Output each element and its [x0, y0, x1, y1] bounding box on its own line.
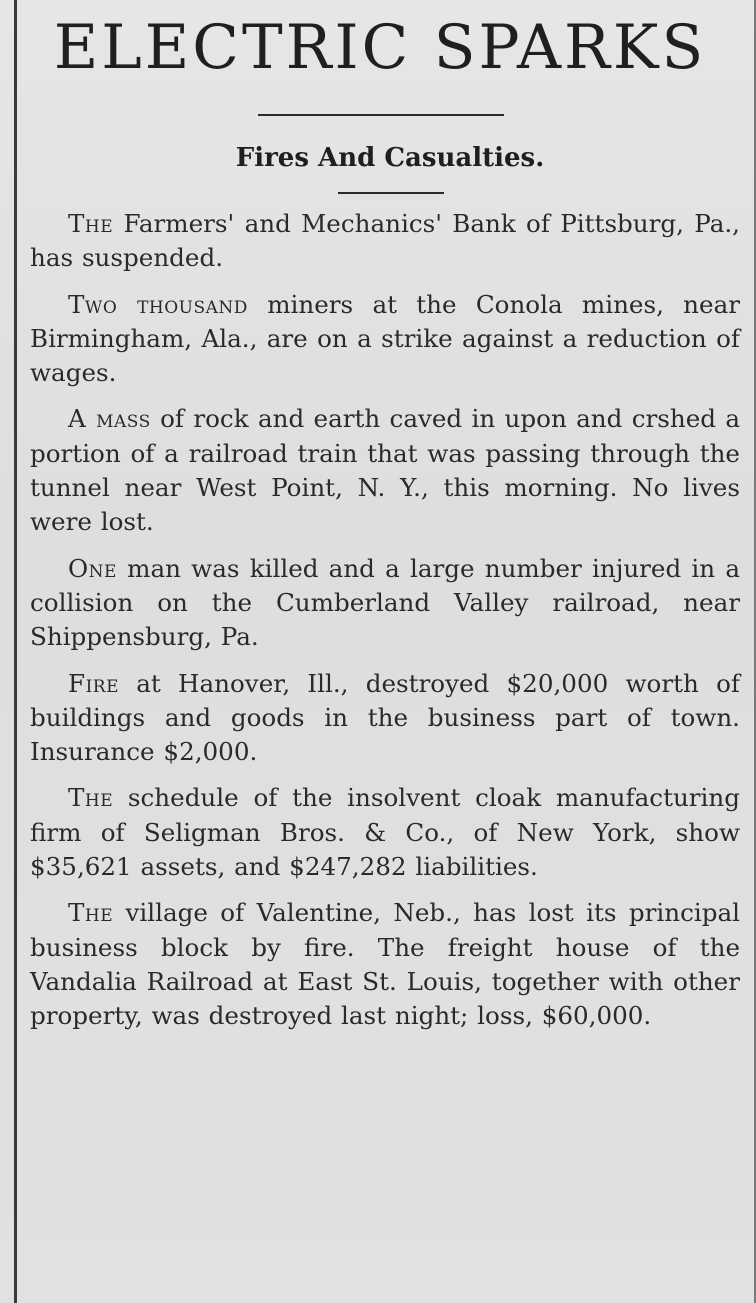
- news-item-lead: Two thousand: [68, 289, 248, 319]
- news-item-valentine-fire: [30, 896, 740, 1033]
- news-item-text: miners at the Conola mines, near Birmingham, Ala., are on a strike against a reduction of wages.: [30, 289, 740, 388]
- news-item-lead: The: [68, 209, 114, 238]
- news-item-text: of rock and earth caved in upon and crshed a portion of a railroad train that was passing through the tunnel near West Point, N. Y., this morning. No lives were lost.: [30, 404, 740, 537]
- news-item-lead: Fire: [68, 668, 119, 698]
- news-item-tunnel-cave-in: [30, 402, 740, 539]
- news-item-bank: [30, 207, 740, 276]
- subheadline-divider: [338, 192, 444, 194]
- news-item-lead: One: [68, 553, 117, 583]
- news-item-miners-strike: [30, 288, 740, 391]
- news-item-text: schedule of the insolvent cloak manufacturing firm of Seligman Bros. & Co., of New York, show $35,621 assets, and $247,282 liabilities.: [30, 783, 740, 882]
- news-item-lead: The: [68, 898, 114, 928]
- headline-divider: [258, 114, 504, 116]
- news-item-text: at Hanover, Ill., destroyed $20,000 worth of buildings and goods in the business part of town. Insurance $2,000.: [30, 668, 740, 767]
- subheadline: Fires And Casualties.: [235, 143, 545, 173]
- headline: ELECTRIC SPARKS: [53, 12, 707, 83]
- news-item-lead: A mass: [68, 404, 151, 434]
- news-item-text: man was killed and a large number injured in a collision on the Cumberland Valley railroad, near Shippensburg, Pa.: [30, 553, 740, 652]
- column-rule-left: [14, 0, 17, 1303]
- article-list: [30, 207, 740, 1034]
- news-item-text: Farmers' and Mechanics' Bank of Pittsburg, Pa., has suspended.: [30, 209, 740, 273]
- news-item-lead: The: [68, 783, 114, 813]
- news-item-hanover-fire: [30, 667, 740, 770]
- news-item-railroad-collision: [30, 552, 740, 655]
- news-item-insolvent-firm: [30, 781, 740, 884]
- news-item-text: village of Valentine, Neb., has lost its principal business block by fire. The freight house of the Vandalia Railroad at East St. Louis, together with other property, was destroyed last night; loss, $60,000.: [30, 898, 740, 1031]
